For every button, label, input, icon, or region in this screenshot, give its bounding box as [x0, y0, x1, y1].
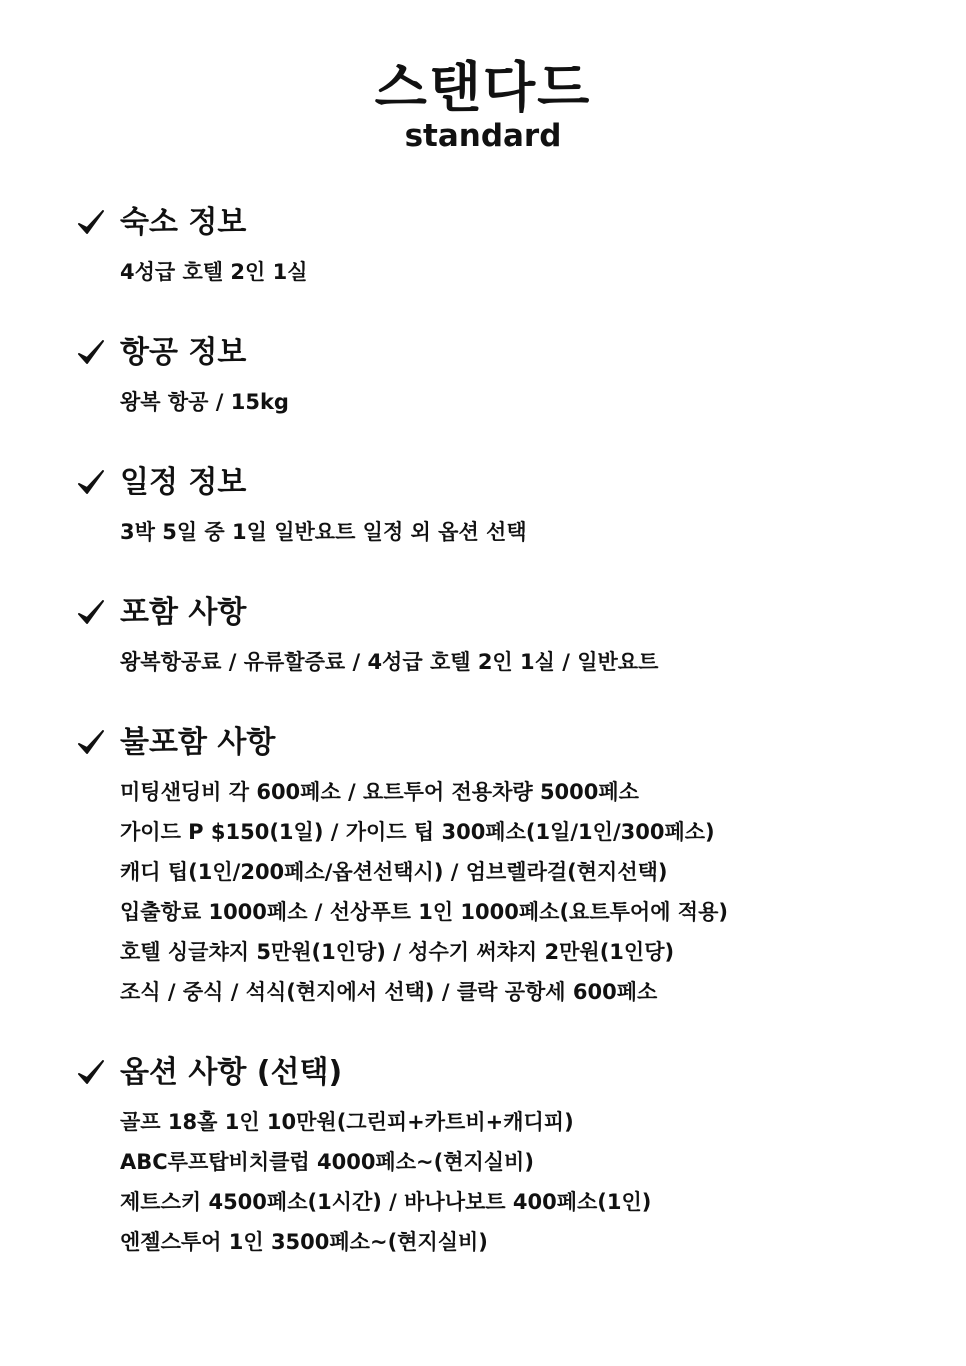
- section-line: 입출항료 1000페소 / 선상푸트 1인 1000페소(요트투어에 적용): [120, 900, 728, 924]
- section-line: 엔젤스투어 1인 3500페소~(현지실비): [120, 1230, 488, 1254]
- section-line: 조식 / 중식 / 석식(현지에서 선택) / 클락 공항세 600페소: [120, 980, 658, 1004]
- section-header: [76, 720, 936, 766]
- section-lines: [120, 512, 936, 552]
- section-line: 캐디 팁(1인/200페소/옵션선택시) / 엄브렐라걸(현지선택): [120, 860, 668, 884]
- section-title: 포함 사항: [120, 595, 247, 630]
- section-header: [76, 200, 936, 246]
- page-title: 스탠다드: [374, 56, 592, 119]
- section-line: 왕복항공료 / 유류할증료 / 4성급 호텔 2인 1실 / 일반요트: [120, 650, 659, 674]
- section-lines: [120, 772, 936, 1012]
- checkmark-icon: [76, 468, 106, 498]
- section-title: 불포함 사항: [120, 725, 276, 760]
- info-section: [76, 200, 936, 292]
- info-section: [76, 460, 936, 552]
- section-line: 4성급 호텔 2인 1실: [120, 260, 308, 284]
- section-line: 왕복 항공 / 15kg: [120, 390, 289, 414]
- sections-list: [76, 200, 936, 1300]
- section-line: 골프 18홀 1인 10만원(그린피+카트비+캐디피): [120, 1110, 574, 1134]
- section-header: [76, 1050, 936, 1096]
- checkmark-icon: [76, 598, 106, 628]
- section-lines: [120, 642, 936, 682]
- info-section: [76, 720, 936, 1012]
- section-line: 호텔 싱글챠지 5만원(1인당) / 성수기 써챠지 2만원(1인당): [120, 940, 675, 964]
- section-title: 항공 정보: [120, 335, 247, 370]
- section-header: [76, 460, 936, 506]
- checkmark-icon: [76, 338, 106, 368]
- section-line: 제트스키 4500페소(1시간) / 바나나보트 400페소(1인): [120, 1190, 652, 1214]
- section-line: 3박 5일 중 1일 일반요트 일정 외 옵션 선택: [120, 520, 527, 544]
- section-line: 미팅샌딩비 각 600페소 / 요트투어 전용차량 5000페소: [120, 780, 639, 804]
- checkmark-icon: [76, 1058, 106, 1088]
- info-section: [76, 590, 936, 682]
- page-header: [0, 55, 966, 155]
- section-header: [76, 330, 936, 376]
- page-subtitle: standard: [404, 118, 562, 154]
- section-lines: [120, 252, 936, 292]
- section-line: ABC루프탑비치클럽 4000페소~(현지실비): [120, 1150, 534, 1174]
- section-header: [76, 590, 936, 636]
- section-lines: [120, 1102, 936, 1262]
- section-title: 일정 정보: [120, 465, 247, 500]
- section-title: 숙소 정보: [120, 205, 247, 240]
- info-section: [76, 330, 936, 422]
- section-lines: [120, 382, 936, 422]
- section-title: 옵션 사항 (선택): [120, 1055, 343, 1090]
- section-line: 가이드 P $150(1일) / 가이드 팁 300페소(1일/1인/300페소): [120, 820, 715, 844]
- info-section: [76, 1050, 936, 1262]
- checkmark-icon: [76, 208, 106, 238]
- checkmark-icon: [76, 728, 106, 758]
